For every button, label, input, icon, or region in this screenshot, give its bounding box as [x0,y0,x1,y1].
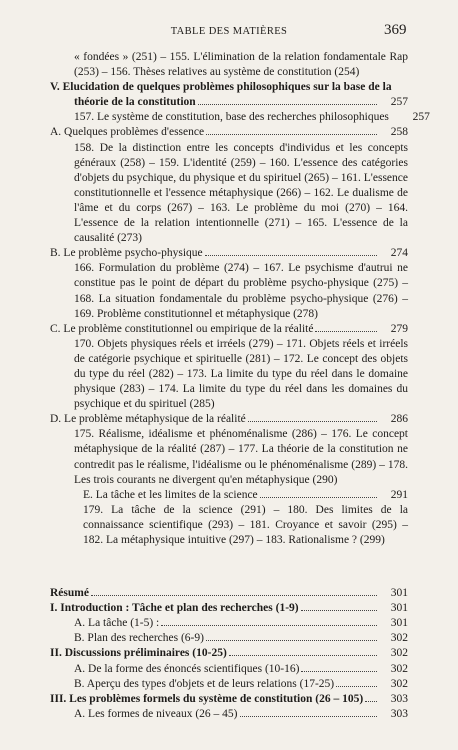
running-header: TABLE DES MATIÈRES [170,26,288,37]
toc-entry-text: 158. De la distinction entre les concepts d'individus et les concepts généraux (258) – 159. L'identité (259) – 160. L'essence des catégories d'objets du psychique, du physique et du spirituel (265) – 161. L'essence constitutionnelle et l'essence métaphysique (266) – 162. Le dualisme de l'âme et du corps (267) – 163. Le problème du moi (270) – 164. L'essence de la relation intentionnelle (271) – 165. L'essence de la causalité (273) [74,141,408,245]
dot-leader [240,716,377,717]
toc-entry-label: II. Discussions préliminaires (10-25) [50,647,227,660]
toc-entry[interactable] [50,412,408,427]
toc-page-number: 274 [390,247,408,260]
toc-entry[interactable] [50,586,408,601]
dot-leader [161,625,377,626]
toc-page-number: 257 [412,111,430,124]
toc-entry[interactable] [50,616,408,631]
dot-leader [365,701,377,702]
toc-page-number: 302 [390,677,408,690]
toc-entry[interactable] [50,125,408,140]
toc-entry-label: C. Le problème constitutionnel ou empirique de la réalité [50,322,314,335]
section-v-heading: V. Elucidation de quelques problèmes philosophiques sur la base de la [50,81,392,94]
toc-entry[interactable] [50,601,408,616]
toc-entry-label: théorie de la constitution [74,96,196,109]
toc-page-number: 286 [390,413,408,426]
toc-entry[interactable] [50,662,408,677]
toc-entry-text: 175. Réalisme, idéalisme et phénoménalisme (286) – 176. Le concept métaphysique de la réalité (287) – 177. La théorie de la constitution ne contredit pas le réalisme, l'idéalisme ou le phénoménalisme (289) – 178. Les trois courants ne divergent qu'en métaphysique (290) [74,428,408,486]
dot-leader [260,497,377,498]
toc-entry[interactable] [50,707,408,722]
toc-entry[interactable] [50,677,408,692]
toc-entry[interactable] [50,322,408,337]
toc-entry-text: 170. Objets physiques réels et irréels (279) – 171. Objets réels et irréels de catégorie psychique et spirituelle (281) – 172. Le concept des objets du type du réel (282) – 173. La limite du type du réel dans le domaine physique (283) – 174. La limite du type du réel dans les domaines du psychique et du spirituel (285) [74,337,408,411]
dot-leader [205,255,377,256]
toc-entry-label: A. De la forme des énoncés scientifiques (10-16) [74,662,300,675]
toc-entry-label: A. Quelques problèmes d'essence [50,126,205,139]
dot-leader [206,134,377,135]
toc-page-number: 302 [390,662,408,675]
dot-leader [229,655,377,656]
dot-leader [206,640,377,641]
toc-entry-text: 166. Formulation du problème (274) – 167. Le psychisme d'autrui ne constitue pas le point de départ du problème psycho-physique (275) – 168. La situation fondamentale du problème psycho-physique (276) – 169. Problème constitutionnel et métaphysique (278) [74,262,408,320]
toc-page-number: 257 [390,96,408,109]
toc-page-number: 301 [390,602,408,615]
toc-entry[interactable] [50,692,408,707]
dot-leader [336,686,377,687]
toc-entry[interactable] [50,110,430,125]
page-number: 369 [384,22,407,38]
toc-entry[interactable] [50,646,408,661]
toc-page-number: 291 [390,488,408,501]
dot-leader [301,610,377,611]
toc-entry[interactable] [50,246,408,261]
toc-summary-list [50,586,408,722]
dot-leader [198,104,377,105]
toc-page-number: 279 [390,322,408,335]
toc-entry-text: « fondées » (251) – 155. L'élimination de la relation fondamentale Rap (253) – 156. Thèses relatives au système de constitution (254) [74,51,408,79]
toc-page-number: 301 [390,617,408,630]
toc-page-number: 302 [390,647,408,660]
toc-entry-label: B. Le problème psycho-physique [50,247,203,260]
toc-content [50,50,430,722]
toc-entry[interactable] [50,488,408,503]
toc-entry-label: A. Les formes de niveaux (26 – 45) [74,707,238,720]
dot-leader [248,421,377,422]
toc-entry-label: III. Les problèmes formels du système de constitution (26 – 105) [50,692,364,705]
toc-entry[interactable] [50,95,408,110]
toc-page-number: 258 [390,126,408,139]
toc-page-number: 302 [390,632,408,645]
toc-page-number: 303 [390,692,408,705]
toc-entry-label: 157. Le système de constitution, base des recherches philosophiques [74,111,389,124]
dot-leader [91,595,377,596]
toc-entry-label: A. La tâche (1-5) : [74,617,160,630]
toc-page-number: 301 [390,587,408,600]
toc-page-number: 303 [390,707,408,720]
dot-leader [301,671,377,672]
toc-entry-label: B. Plan des recherches (6-9) [74,632,204,645]
toc-entry-label: I. Introduction : Tâche et plan des recherches (1-9) [50,602,299,615]
toc-entry[interactable] [50,631,408,646]
toc-entry-label: B. Aperçu des types d'objets et de leurs relations (17-25) [74,677,335,690]
toc-entry-label: E. La tâche et les limites de la science [83,488,258,501]
toc-entry-text: 179. La tâche de la science (291) – 180. Des limites de la connaissance scientifique (293) – 181. Croyance et savoir (295) – 182. La métaphysique intuitive (297) – 183. Rationalisme ? (299) [83,503,408,546]
dot-leader [315,331,377,332]
toc-entry-label: D. Le problème métaphysique de la réalité [50,413,246,426]
toc-entry-label: Résumé [50,587,89,600]
